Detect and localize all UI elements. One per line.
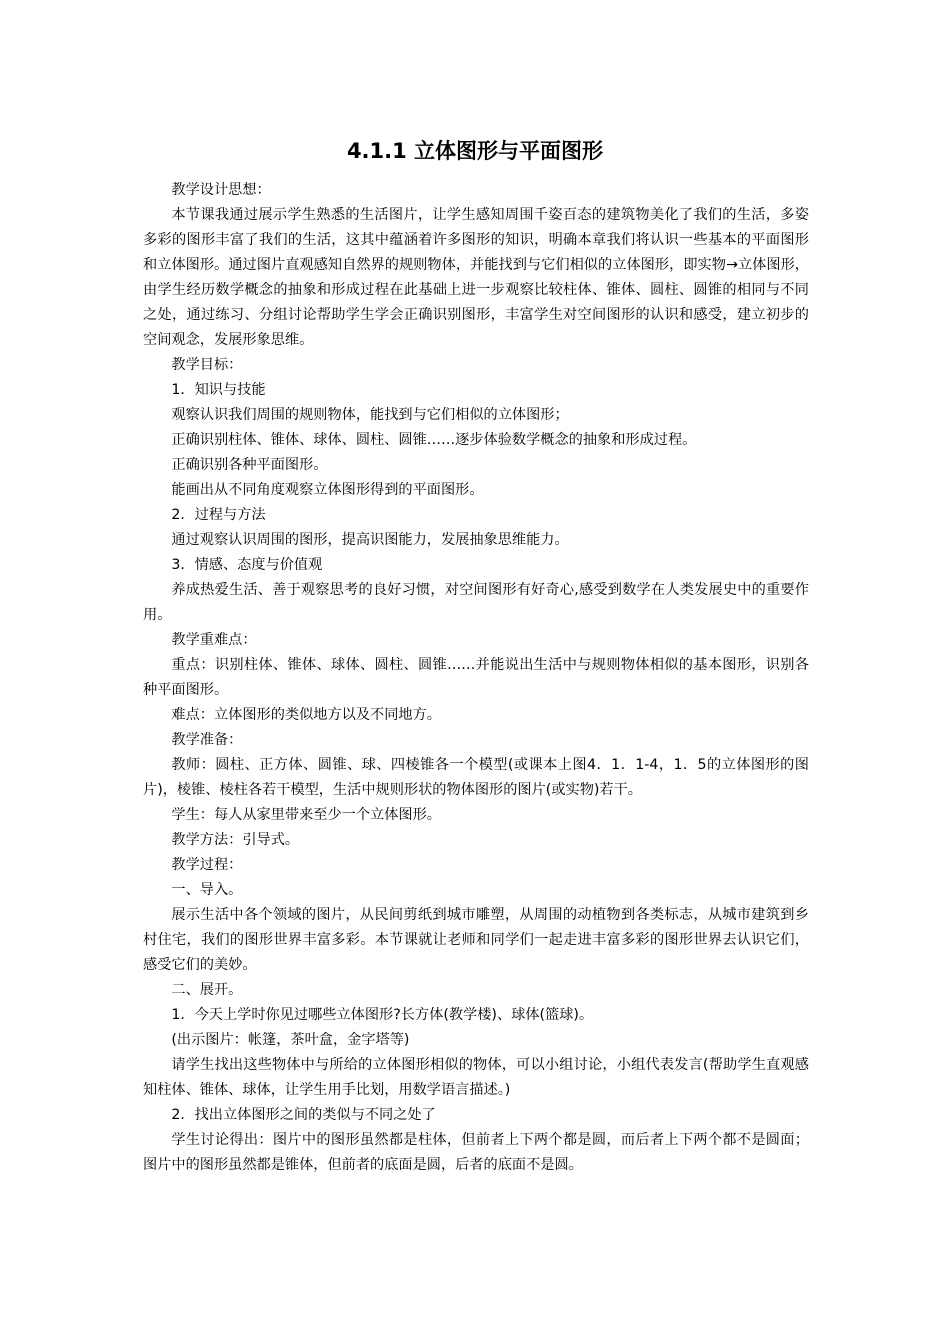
paragraph: 教学设计思想： [171, 182, 271, 198]
paragraph: 能画出从不同角度观察立体图形得到的平面图形。 [171, 482, 484, 498]
paragraph: 二、展开。 [171, 982, 243, 998]
paragraph: 展示生活中各个领域的图片，从民间剪纸到城市雕塑，从周围的动植物到各类标志，从城市建筑到乡村住宅，我们的图形世界丰富多彩。本节课就让老师和同学们一起走进丰富多彩的图形世界去认识它们，感受它们的美妙。 [143, 907, 809, 973]
paragraph: 正确识别各种平面图形。 [171, 457, 328, 473]
paragraph: 教学方法：引导式。 [171, 832, 300, 848]
paragraph: 难点：立体图形的类似地方以及不同地方。 [171, 707, 441, 723]
paragraph: 养成热爱生活、善于观察思考的良好习惯，对空间图形有好奇心,感受到数学在人类发展史中的重要作用。 [143, 582, 809, 623]
paragraph: 正确识别柱体、锥体、球体、圆柱、圆锥……逐步体验数学概念的抽象和形成过程。 [171, 432, 697, 448]
paragraph: 1．知识与技能 [171, 382, 266, 398]
paragraph: 一、导入。 [171, 882, 243, 898]
paragraph: 教学重难点： [171, 632, 257, 648]
document-body [143, 178, 809, 1178]
paragraph: 教学过程： [171, 857, 243, 873]
document-title: 4.1.1 立体图形与平面图形 [346, 139, 604, 163]
paragraph: 本节课我通过展示学生熟悉的生活图片，让学生感知周围千姿百态的建筑物美化了我们的生活，多姿多彩的图形丰富了我们的生活，这其中蕴涵着许多图形的知识，明确本章我们将认识一些基本的平面图形和立体图形。通过图片直观感知自然界的规则物体，并能找到与它们相似的立体图形，即实物→立体图形，由学生经历数学概念的抽象和形成过程在此基础上进一步观察比较柱体、锥体、圆柱、圆锥的相同与不同之处，通过练习、分组讨论帮助学生学会正确识别图形，丰富学生对空间图形的认识和感受，建立初步的空间观念，发展形象思维。 [143, 207, 809, 348]
paragraph: 教学准备： [171, 732, 243, 748]
paragraph: (出示图片：帐篷，茶叶盒，金字塔等) [171, 1032, 410, 1048]
paragraph: 教师：圆柱、正方体、圆锥、球、四棱锥各一个模型(或课本上图4．1．1-4，1．5的立体图形的图片)，棱锥、棱柱各若干模型，生活中规则形状的物体图形的图片(或实物)若干。 [143, 757, 809, 798]
paragraph: 重点：识别柱体、锥体、球体、圆柱、圆锥……并能说出生活中与规则物体相似的基本图形，识别各种平面图形。 [143, 657, 809, 698]
paragraph: 学生讨论得出：图片中的图形虽然都是柱体，但前者上下两个都是圆，而后者上下两个都不是圆面；图片中的图形虽然都是锥体，但前者的底面是圆，后者的底面不是圆。 [143, 1132, 809, 1173]
paragraph: 观察认识我们周围的规则物体，能找到与它们相似的立体图形； [171, 407, 569, 423]
paragraph: 教学目标： [171, 357, 243, 373]
paragraph: 学生：每人从家里带来至少一个立体图形。 [171, 807, 441, 823]
paragraph: 3．情感、态度与价值观 [171, 557, 323, 573]
paragraph: 1．今天上学时你见过哪些立体图形?长方体(教学楼)、球体(篮球)。 [171, 1007, 594, 1023]
paragraph: 通过观察认识周围的图形，提高识图能力，发展抽象思维能力。 [171, 532, 569, 548]
paragraph: 请学生找出这些物体中与所给的立体图形相似的物体，可以小组讨论，小组代表发言(帮助学生直观感知柱体、锥体、球体，让学生用手比划，用数学语言描述。) [143, 1057, 809, 1098]
paragraph: 2．找出立体图形之间的类似与不同之处了 [171, 1107, 436, 1123]
paragraph: 2．过程与方法 [171, 507, 266, 523]
